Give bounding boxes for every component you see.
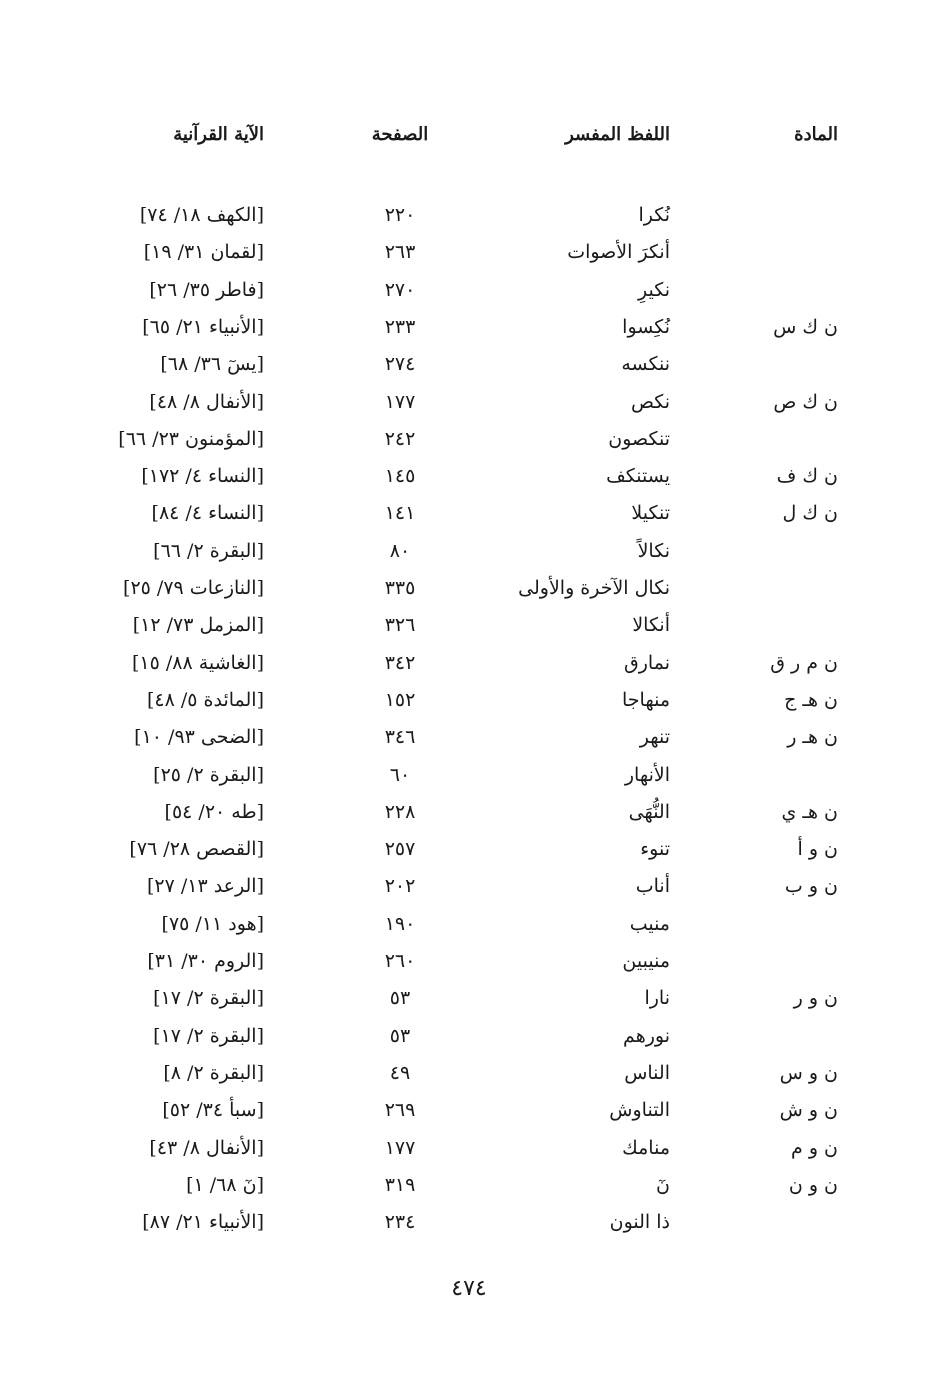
- ayah-cell: [طه ٢٠/ ٥٤]: [164, 800, 264, 823]
- word-cell: منيب: [629, 912, 670, 935]
- word-cell: ننكسه: [621, 353, 670, 376]
- table-row: [0, 310, 938, 344]
- root-cell: ن و م: [791, 1136, 838, 1159]
- table-row: [0, 1131, 938, 1165]
- word-cell: الناس: [624, 1061, 670, 1084]
- root-cell: ن هـ ج: [784, 688, 838, 711]
- word-cell: نارا: [644, 987, 670, 1010]
- page-cell: ٢٢٨: [384, 800, 416, 823]
- header-word: اللفظ المفسر: [565, 124, 670, 145]
- ayah-cell: [يسٓ ٣٦/ ٦٨]: [160, 353, 264, 376]
- root-cell: [748, 422, 838, 456]
- table-row: [0, 422, 938, 456]
- word-cell: ذا النون: [609, 1211, 670, 1234]
- word-cell: تنهر: [639, 726, 670, 749]
- page-cell: ٥٣: [389, 1024, 411, 1047]
- table-row: [0, 1093, 938, 1127]
- page-cell: ١٩٠: [384, 912, 416, 935]
- word-cell: أنكالا: [632, 614, 670, 637]
- ayah-cell: [الغاشية ٨٨/ ١٥]: [131, 651, 264, 674]
- ayah-cell: [البقرة ٢/ ١٧]: [153, 1024, 264, 1047]
- root-cell: ن هـ ر: [787, 726, 838, 749]
- word-cell: نُكِسوا: [622, 315, 670, 338]
- word-cell: الأنهار: [624, 763, 670, 786]
- root-cell: ن و ن: [788, 1173, 838, 1196]
- table-row: [0, 758, 938, 792]
- root-cell: [748, 347, 838, 381]
- root-cell: ن و ر: [793, 987, 838, 1010]
- root-cell: [748, 1019, 838, 1053]
- table-row: [0, 683, 938, 717]
- word-cell: نكيرِ: [638, 278, 670, 301]
- table-row: [0, 1056, 938, 1090]
- table-row: [0, 273, 938, 307]
- root-cell: [748, 758, 838, 792]
- ayah-cell: [لقمان ٣١/ ١٩]: [143, 241, 264, 264]
- root-cell: ن ك ل: [782, 502, 838, 525]
- ayah-cell: [المؤمنون ٢٣/ ٦٦]: [118, 427, 264, 450]
- table-row: [0, 1019, 938, 1053]
- page-cell: ١٥٢: [384, 688, 416, 711]
- root-cell: ن ك س: [773, 315, 838, 338]
- ayah-cell: [الأنفال ٨/ ٤٨]: [149, 390, 264, 413]
- table-row: [0, 981, 938, 1015]
- ayah-cell: [المزمل ٧٣/ ١٢]: [132, 614, 264, 637]
- word-cell: منيبين: [622, 950, 670, 972]
- root-cell: ن و ب: [784, 875, 838, 898]
- page-cell: ٢٦٣: [384, 241, 416, 264]
- ayah-cell: [الأنبياء ٢١/ ٨٧]: [142, 1211, 264, 1234]
- page-cell: ٣٢٦: [384, 614, 416, 637]
- ayah-cell: [نٓ ٦٨/ ١]: [186, 1173, 264, 1196]
- page-cell: ١٤١: [384, 502, 416, 525]
- ayah-cell: [الكهف ١٨/ ٧٤]: [139, 204, 264, 226]
- table-row: [0, 198, 938, 232]
- ayah-cell: [الأنبياء ٢١/ ٦٥]: [142, 315, 264, 338]
- ayah-cell: [فاطر ٣٥/ ٢٦]: [149, 278, 264, 301]
- root-cell: [748, 235, 838, 269]
- root-cell: ن و ش: [779, 1099, 838, 1122]
- header-ayah: الآية القرآنية: [173, 124, 264, 145]
- ayah-cell: [البقرة ٢/ ٦٦]: [153, 539, 264, 562]
- word-cell: يستنكف: [606, 465, 670, 488]
- table-row: [0, 646, 938, 680]
- ayah-cell: [النساء ٤/ ١٧٢]: [141, 465, 264, 488]
- root-cell: ن ك ف: [776, 465, 838, 488]
- table-row: [0, 459, 938, 493]
- page-cell: ١٧٧: [384, 390, 416, 413]
- page-cell: ٢٤٢: [384, 427, 416, 450]
- table-row: [0, 534, 938, 568]
- word-cell: نكال الآخرة والأولى: [518, 577, 670, 599]
- ayah-cell: [القصص ٢٨/ ٧٦]: [129, 838, 264, 861]
- word-cell: تنكصون: [608, 427, 670, 450]
- ayah-cell: [البقرة ٢/ ٨]: [163, 1061, 264, 1084]
- ayah-cell: [البقرة ٢/ ١٧]: [153, 987, 264, 1010]
- page-cell: ٦٠: [389, 763, 411, 786]
- root-cell: ن م ر ق: [770, 651, 838, 674]
- page-cell: ٤٩: [389, 1061, 411, 1084]
- word-cell: نكص: [630, 390, 670, 413]
- page-number: ٤٧٤: [451, 1276, 487, 1301]
- page-cell: ٢٠٢: [384, 875, 416, 898]
- page-cell: ٣٤٦: [384, 726, 416, 749]
- word-cell: أناب: [635, 875, 670, 898]
- table-header: [0, 118, 938, 152]
- table-row: [0, 869, 938, 903]
- ayah-cell: [هود ١١/ ٧٥]: [161, 912, 264, 935]
- header-root: المادة: [794, 124, 838, 145]
- table-row: [0, 944, 938, 978]
- root-cell: [748, 608, 838, 642]
- table-row: [0, 385, 938, 419]
- root-cell: ن ك ص: [773, 390, 838, 413]
- word-cell: نورهم: [623, 1024, 670, 1047]
- ayah-cell: [سبأ ٣٤/ ٥٢]: [162, 1099, 264, 1122]
- table-row: [0, 1168, 938, 1202]
- root-cell: ن و أ: [797, 838, 838, 861]
- root-cell: [748, 198, 838, 232]
- root-cell: [748, 1205, 838, 1239]
- table-row: [0, 1205, 938, 1239]
- page-cell: ٢٥٧: [384, 838, 416, 861]
- page-cell: ٥٣: [389, 987, 411, 1010]
- page-cell: ١٤٥: [384, 465, 416, 488]
- table-row: [0, 795, 938, 829]
- word-cell: نمارق: [624, 651, 670, 674]
- page-cell: ٨٠: [389, 539, 411, 562]
- root-cell: ن و س: [779, 1061, 838, 1084]
- ayah-cell: [الرعد ١٣/ ٢٧]: [146, 875, 264, 898]
- page-cell: ٢٧٤: [384, 353, 416, 376]
- word-cell: منامك: [622, 1136, 670, 1159]
- root-cell: [748, 273, 838, 307]
- page-cell: ٢٢٠: [384, 204, 416, 226]
- page-cell: ٣٣٥: [384, 577, 416, 599]
- ayah-cell: [الضحى ٩٣/ ١٠]: [134, 726, 264, 749]
- word-cell: التناوش: [609, 1099, 670, 1122]
- word-cell: تنوء: [640, 838, 670, 861]
- word-cell: نُكرا: [638, 204, 670, 226]
- table-row: [0, 571, 938, 605]
- page-cell: ٢٦٩: [384, 1099, 416, 1122]
- root-cell: [748, 534, 838, 568]
- word-cell: نٓ: [656, 1173, 670, 1196]
- table-row: [0, 720, 938, 754]
- root-cell: [748, 907, 838, 941]
- root-cell: [748, 944, 838, 978]
- ayah-cell: [الروم ٣٠/ ٣١]: [147, 950, 264, 972]
- header-page: الصفحة: [371, 124, 429, 145]
- page-cell: ٣٤٢: [384, 651, 416, 674]
- table-row: [0, 832, 938, 866]
- table-row: [0, 907, 938, 941]
- root-cell: ن هـ ي: [781, 800, 838, 823]
- ayah-cell: [الأنفال ٨/ ٤٣]: [149, 1136, 264, 1159]
- page-cell: ١٧٧: [384, 1136, 416, 1159]
- page-cell: ٢٣٣: [384, 315, 416, 338]
- page-cell: ٢٦٠: [384, 950, 416, 972]
- word-cell: نكالاً: [637, 539, 670, 562]
- table-row: [0, 347, 938, 381]
- page-cell: ٣١٩: [384, 1173, 416, 1196]
- root-cell: [748, 571, 838, 605]
- word-cell: منهاجا: [622, 688, 670, 711]
- ayah-cell: [النازعات ٧٩/ ٢٥]: [123, 577, 264, 599]
- word-cell: النُّهَى: [628, 800, 670, 823]
- page-cell: ٢٣٤: [384, 1211, 416, 1234]
- word-cell: أنكرَ الأصوات: [567, 241, 670, 264]
- table-row: [0, 608, 938, 642]
- ayah-cell: [النساء ٤/ ٨٤]: [151, 502, 264, 525]
- page-cell: ٢٧٠: [384, 278, 416, 301]
- table-row: [0, 235, 938, 269]
- word-cell: تنكيلا: [631, 502, 670, 525]
- table-row: [0, 496, 938, 530]
- ayah-cell: [البقرة ٢/ ٢٥]: [153, 763, 264, 786]
- ayah-cell: [المائدة ٥/ ٤٨]: [146, 688, 264, 711]
